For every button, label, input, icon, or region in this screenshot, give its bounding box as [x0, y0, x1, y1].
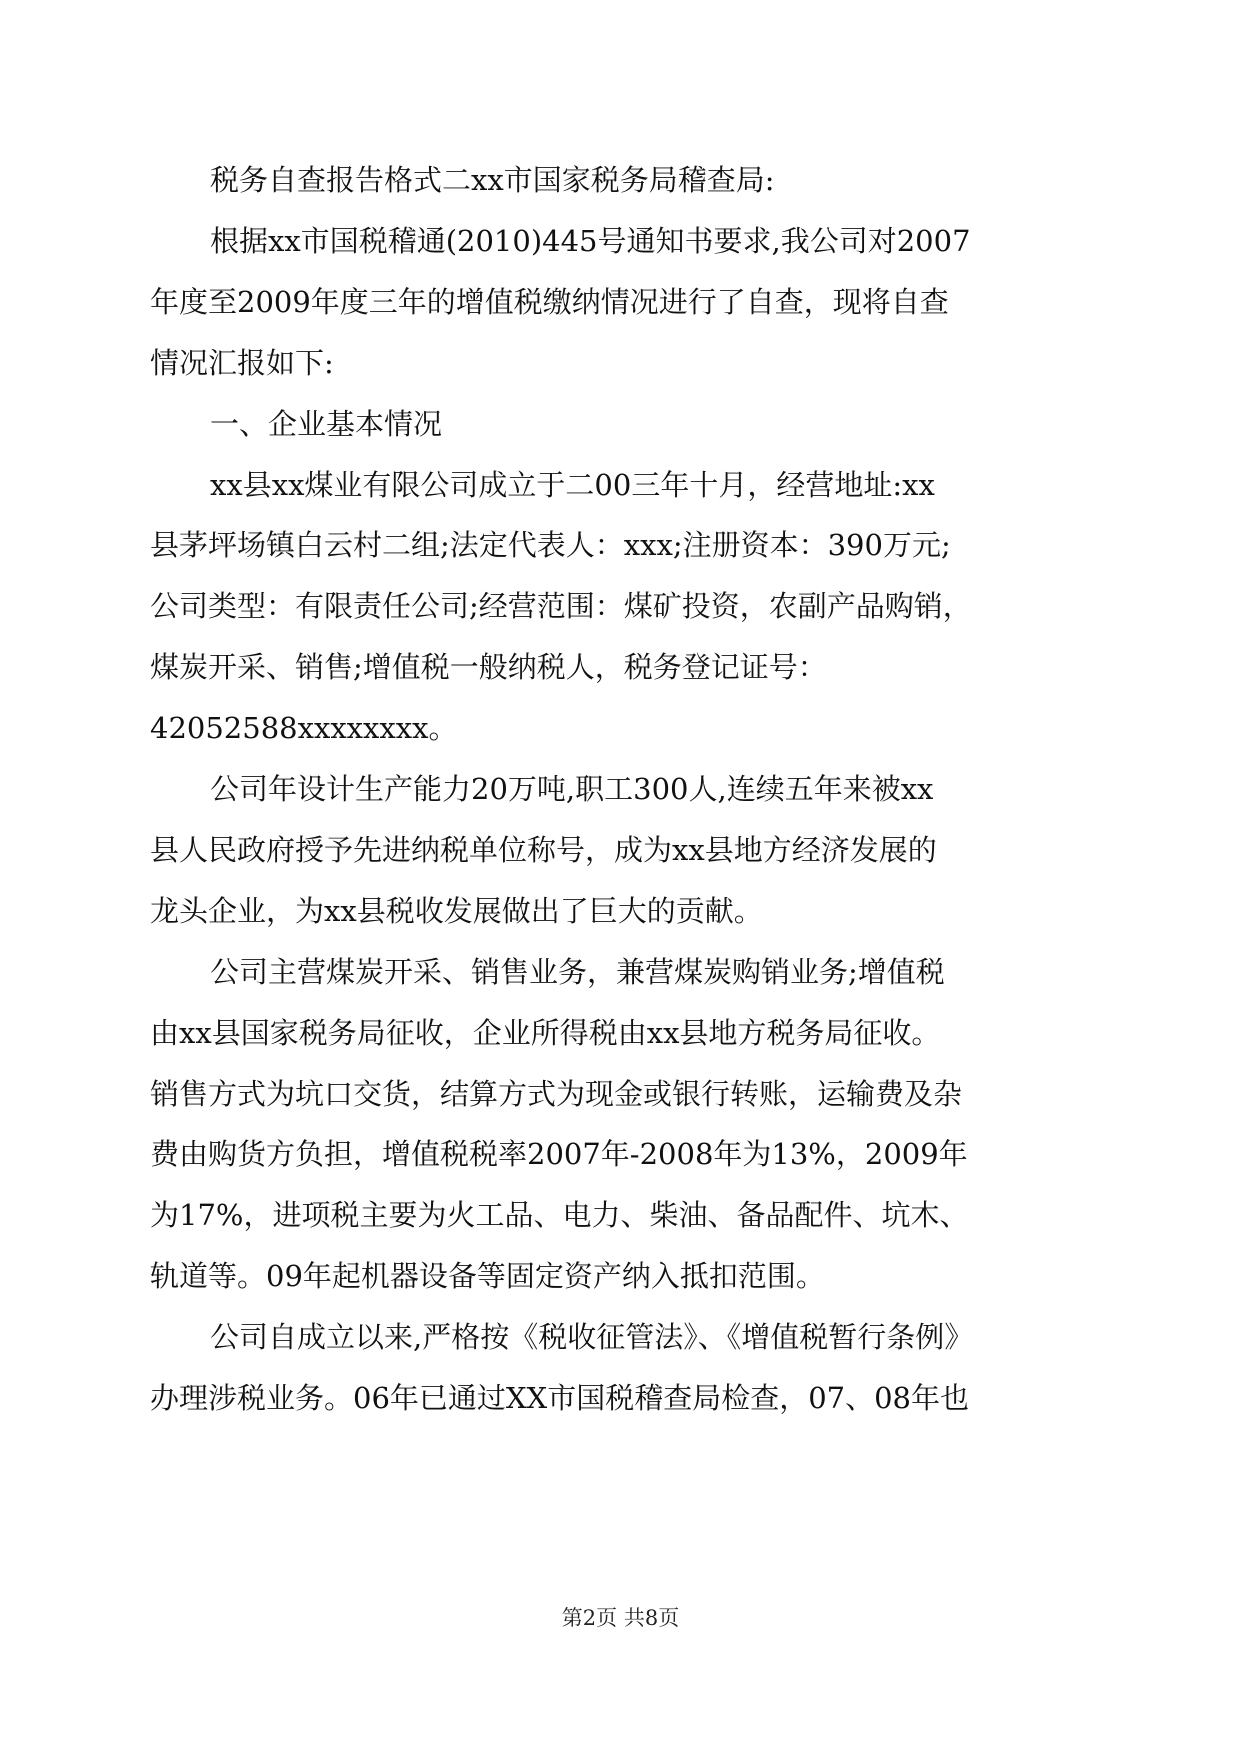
paragraph-line: 县茅坪场镇白云村二组;法定代表人：xxx;注册资本：390万元;: [150, 528, 951, 562]
paragraph-line: 公司类型：有限责任公司;经营范围：煤矿投资，农副产品购销，: [150, 589, 972, 623]
paragraph-line: 办理涉税业务。06年已通过XX市国税稽查局检查，07、08年也: [150, 1381, 969, 1415]
paragraph-line: 42052588xxxxxxxx。: [150, 711, 458, 745]
paragraph-line: 情况汇报如下:: [150, 346, 334, 380]
section-heading: 一、企业基本情况: [210, 407, 443, 441]
paragraph-line: 公司年设计生产能力20万吨,职工300人,连续五年来被xx: [210, 772, 934, 806]
paragraph-line: 为17%，进项税主要为火工品、电力、柴油、备品配件、坑木、: [150, 1198, 969, 1232]
report-title-line: 税务自查报告格式二xx市国家税务局稽查局:: [210, 163, 775, 197]
paragraph-line: 县人民政府授予先进纳税单位称号，成为xx县地方经济发展的: [150, 833, 937, 867]
paragraph-line: 煤炭开采、销售;增值税一般纳税人，税务登记证号：: [150, 650, 827, 684]
paragraph-line: 由xx县国家税务局征收，企业所得税由xx县地方税务局征收。: [150, 1016, 941, 1050]
paragraph-line: 龙头企业，为xx县税收发展做出了巨大的贡献。: [150, 894, 763, 928]
paragraph-line: 公司自成立以来,严格按《税收征管法》、《增值税暂行条例》: [210, 1320, 974, 1354]
paragraph-line: 轨道等。09年起机器设备等固定资产纳入抵扣范围。: [150, 1259, 825, 1293]
paragraph-line: 年度至2009年度三年的增值税缴纳情况进行了自查，现将自查: [150, 285, 949, 319]
paragraph-line: 公司主营煤炭开采、销售业务，兼营煤炭购销业务;增值税: [210, 955, 945, 989]
paragraph-line: 销售方式为坑口交货，结算方式为现金或银行转账，运输费及杂: [150, 1077, 963, 1111]
paragraph-line: xx县xx煤业有限公司成立于二00三年十月，经营地址:xx: [210, 468, 935, 502]
paragraph-line: 费由购货方负担，增值税税率2007年-2008年为13%，2009年: [150, 1137, 968, 1171]
paragraph-line: 根据xx市国税稽通(2010)445号通知书要求,我公司对2007: [210, 224, 971, 258]
page-footer: 第2页 共8页: [561, 1606, 680, 1630]
